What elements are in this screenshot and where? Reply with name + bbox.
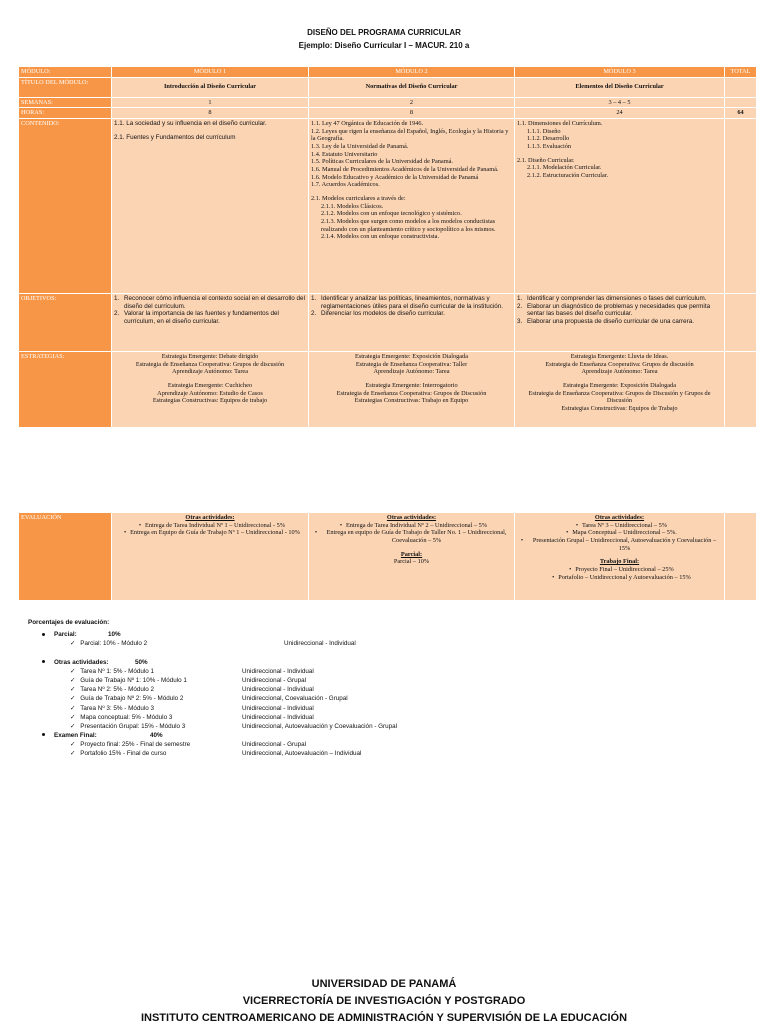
page-subtitle: Ejemplo: Diseño Curricular I – MACUR. 210 a bbox=[298, 41, 470, 50]
trabajo-final-heading: Trabajo Final: bbox=[599, 558, 640, 566]
estrategias-m1 bbox=[112, 352, 309, 428]
horas-m1: 8 bbox=[112, 108, 309, 119]
footer-instituto: INSTITUTO CENTROAMERICANO DE ADMINISTRACIÓN Y SUPERVISIÓN DE LA EDUCACIÓN bbox=[140, 1012, 628, 1024]
list-item: • Entrega de Tarea Individual Nº 1 – Unidireccional - 5% bbox=[138, 521, 286, 529]
list-item: 2.1.2. Estructuración Curricular. bbox=[527, 172, 609, 180]
evaluacion-heading: Otras actividades: bbox=[185, 514, 235, 521]
row-label-horas: HORAS: bbox=[19, 108, 112, 119]
titulo-total bbox=[725, 77, 757, 97]
bullet-icon bbox=[42, 633, 45, 636]
estrategias-m2 bbox=[309, 352, 515, 428]
group-otras-actividades: Otras actividades: 50% bbox=[28, 658, 748, 667]
list-item: 1.5. Políticas Curriculares de la Universidad de Panamá. bbox=[311, 158, 453, 166]
row-label-evaluacion: EVALUACIÓN bbox=[19, 513, 112, 601]
list-item: 1.6. Modelo Educativo y Académico de la Universidad de Panamá bbox=[311, 173, 479, 181]
evaluacion-m1 bbox=[112, 513, 309, 601]
evaluacion-m3 bbox=[515, 513, 725, 601]
bullet-icon bbox=[42, 660, 45, 663]
list-item: • Entrega en equipo de Guía de Trabajo de Taller No. 1 – Unidireccional, Coevaluación – 5% bbox=[314, 529, 507, 545]
list-item: 1.1.1. Diseño bbox=[527, 127, 561, 135]
group-parcial: Parcial: 10% bbox=[28, 630, 748, 639]
check-icon: ✓ bbox=[70, 704, 76, 712]
list-item: Estrategia de Enseñanza Cooperativa: Taller bbox=[355, 360, 468, 368]
list-item: 2.1. Diseño Curricular. bbox=[517, 156, 575, 164]
horas-m3: 24 bbox=[515, 108, 725, 119]
list-item: • Tarea Nº 3 – Unidireccional – 5% bbox=[575, 521, 668, 529]
objetivos-m1 bbox=[112, 294, 309, 352]
list-item: Estrategia de Enseñanza Cooperativa: Grupos de Discusión y Grupos de Discusión bbox=[528, 389, 711, 405]
list-item: 1. Identificar y comprender las dimensiones o fases del currículum. bbox=[517, 295, 707, 303]
list-item: Estrategia Emergente: Exposición Dialogada bbox=[562, 382, 676, 390]
list-item: Aprendizaje Autónomo: Tarea bbox=[171, 368, 249, 376]
contenido-total bbox=[725, 119, 757, 294]
list-item: ✓ Portafolio 15% - Final de curso Unidireccional, Autoevaluación – Individual bbox=[70, 750, 362, 758]
list-item: 2. Diferenciar los modelos de diseño curricular. bbox=[311, 310, 445, 318]
parcial-text: Parcial – 10% bbox=[393, 558, 430, 566]
check-icon: ✓ bbox=[70, 741, 76, 749]
row-label-modulo: MÓDULO: bbox=[19, 67, 112, 78]
check-icon: ✓ bbox=[70, 695, 76, 703]
semanas-m1: 1 bbox=[112, 97, 309, 108]
group-examen-final: Examen Final: 40% bbox=[28, 731, 748, 740]
list-item: ✓ Guía de Trabajo Nº 1: 10% - Módulo 1 Unidireccional - Grupal bbox=[70, 676, 307, 684]
col-header-total: TOTAL bbox=[725, 67, 757, 78]
list-item: 3. Elaborar una propuesta de diseño curricular de una carrera. bbox=[517, 318, 694, 326]
list-item: ✓ Presentación Grupal: 15% - Módulo 3 Unidireccional, Autoevaluación y Coevaluación - Grupal bbox=[70, 722, 398, 730]
list-item: Estrategia de Enseñanza Cooperativa: Grupos de discusión bbox=[545, 360, 694, 368]
estrategias-m3 bbox=[515, 352, 725, 428]
list-item: • Portafolio – Unidireccional y Autoevaluación – 15% bbox=[552, 573, 691, 581]
list-item: Estrategia Emergente: Exposición Dialogada bbox=[354, 353, 468, 361]
list-item: Aprendizaje Autónomo: Tarea bbox=[373, 368, 450, 376]
titulo-m3: Elementos del Diseño Curricular bbox=[515, 77, 725, 97]
parcial-heading: Parcial: bbox=[400, 550, 423, 558]
col-header-m3: MÓDULO 3 bbox=[515, 67, 725, 78]
porcentajes-section bbox=[28, 618, 748, 759]
list-item: 1.6. Manual de Procedimientos Académicos de la Universidad de Panamá. bbox=[311, 166, 499, 174]
list-item: 1.1. La sociedad y su influencia en el diseño curricular. bbox=[114, 120, 267, 128]
list-item: • Proyecto Final – Unidireccional – 25% bbox=[569, 566, 674, 574]
list-item: 2. Valorar la importancia de las fuentes y fundamentos del currículum, en el diseño curricular. bbox=[114, 310, 279, 326]
list-item: 2.1. Modelos curriculares a través de: bbox=[311, 195, 406, 203]
list-item: 1.7. Acuerdos Académicos. bbox=[311, 181, 380, 189]
check-icon: ✓ bbox=[70, 713, 76, 721]
list-item: 1. Reconocer cómo influencia el contexto social en el desarrollo del diseño del currículum. bbox=[114, 295, 305, 310]
porcentajes-title: Porcentajes de evaluación: bbox=[28, 619, 110, 626]
evaluacion-m2 bbox=[309, 513, 515, 601]
semanas-m2: 2 bbox=[309, 97, 515, 108]
list-item: Aprendizaje Autónomo: Tarea bbox=[581, 368, 658, 376]
objetivos-m2 bbox=[309, 294, 515, 352]
list-item: ✓ Mapa conceptual: 5% - Módulo 3 Unidireccional - Individual bbox=[70, 713, 314, 721]
list-item: 1.2. Leyes que rigen la enseñanza del Español, Inglés, Ecología y la Historia y la Geografía. bbox=[311, 127, 509, 143]
check-icon: ✓ bbox=[70, 640, 76, 648]
footer-vicerrectoria: VICERRECTORÍA DE INVESTIGACIÓN Y POSTGRADO bbox=[242, 995, 526, 1007]
semanas-total bbox=[725, 97, 757, 108]
check-icon: ✓ bbox=[70, 750, 76, 758]
list-item: 2.1.2. Modelos con un enfoque tecnológico y sistémico. bbox=[321, 210, 462, 218]
check-icon: ✓ bbox=[70, 722, 76, 730]
horas-m2: 8 bbox=[309, 108, 515, 119]
evaluation-table bbox=[18, 512, 757, 601]
objetivos-total bbox=[725, 294, 757, 352]
curriculum-table bbox=[18, 66, 757, 428]
estrategias-total bbox=[725, 352, 757, 428]
col-header-m1: MÓDULO 1 bbox=[112, 67, 309, 78]
list-item: Estrategias Constructivas: Equipos de Trabajo bbox=[561, 405, 678, 413]
evaluacion-heading: Otras actividades: bbox=[594, 514, 645, 521]
list-item: Aprendizaje Autónomo: Estudio de Casos bbox=[157, 389, 263, 397]
evaluacion-total bbox=[725, 513, 757, 601]
list-item: 1.1. Dimensiones del Currículum. bbox=[517, 120, 603, 128]
list-item: ✓ Proyecto final: 25% - Final de semestre Unidireccional - Grupal bbox=[70, 741, 307, 749]
list-item: ✓ Tarea Nº 3: 5% - Módulo 3 Unidireccional - Individual bbox=[70, 704, 314, 712]
list-item: • Entrega de Tarea Individual Nº 2 – Unidireccional – 5% bbox=[339, 521, 488, 529]
list-item: 1.1.2. Desarrollo bbox=[527, 135, 570, 143]
list-item: 2.1.4. Modelos con un enfoque constructivista. bbox=[321, 233, 440, 241]
list-item: ✓ Tarea Nº 2: 5% - Módulo 2 Unidireccional - Individual bbox=[70, 686, 314, 694]
contenido-m3 bbox=[515, 119, 725, 294]
list-item: 1.4. Estatuto Universitario bbox=[311, 150, 378, 158]
semanas-m3: 3 – 4 – 5 bbox=[515, 97, 725, 108]
row-label-semanas: SEMANAS: bbox=[19, 97, 112, 108]
list-item: Estrategia Emergente: Interrogatorio bbox=[365, 382, 458, 390]
list-item: 1.1.3. Evaluación bbox=[527, 143, 572, 151]
list-item: Estrategia de Enseñanza Cooperativa: Grupos de Discusión bbox=[336, 389, 487, 397]
list-item: 2.1. Fuentes y Fundamentos del currículum bbox=[114, 133, 236, 141]
list-item: Estrategias Constructivas: Equipos de trabajo bbox=[152, 397, 268, 405]
list-item: ✓ Tarea Nº 1: 5% - Módulo 1 Unidireccional - Individual bbox=[70, 667, 314, 675]
list-item: Estrategia Emergente: Lluvia de Ideas. bbox=[570, 353, 669, 361]
bullet-icon bbox=[42, 733, 45, 736]
row-label-contenido: CONTENIDO: bbox=[19, 119, 112, 294]
list-item: ✓ Guía de Trabajo Nº 2: 5% - Módulo 2 Unidireccional, Coevaluación - Grupal bbox=[70, 695, 348, 703]
list-item: 2.1.1. Modelación Curricular. bbox=[527, 164, 602, 172]
evaluacion-heading: Otras actividades: bbox=[386, 514, 437, 521]
list-item: ✓ Parcial: 10% - Módulo 2 Unidireccional - Individual bbox=[70, 640, 356, 648]
check-icon: ✓ bbox=[70, 686, 76, 694]
list-item: 2.1.3. Modelos que surgen como modelos a los modelos conductistas realizando con un planteamiento crítico y sociopolítico a los mismos. bbox=[321, 218, 496, 233]
check-icon: ✓ bbox=[70, 676, 76, 684]
list-item: 2. Elaborar un diagnóstico de problemas y necesidades que permita sentar las bases del diseño curricular. bbox=[517, 302, 711, 318]
row-label-estrategias: ESTRATEGIAS: bbox=[19, 352, 112, 428]
list-item: Estrategia de Enseñanza Cooperativa: Grupos de discusión bbox=[135, 360, 285, 368]
list-item: 2.1.1. Modelos Clásicos. bbox=[321, 202, 384, 210]
contenido-m2 bbox=[309, 119, 515, 294]
horas-total: 64 bbox=[725, 108, 757, 119]
titulo-m2: Normativas del Diseño Curricular bbox=[309, 77, 515, 97]
list-item: 1.3. Ley de la Universidad de Panamá. bbox=[311, 143, 409, 151]
row-label-objetivos: OBJETIVOS: bbox=[19, 294, 112, 352]
page-title: DISEÑO DEL PROGRAMA CURRICULAR bbox=[307, 28, 461, 37]
contenido-m1 bbox=[112, 119, 309, 294]
titulo-m1: Introducción al Diseño Curricular bbox=[112, 77, 309, 97]
list-item: • Entrega en Equipo de Guía de Trabajo Nº 1 – Unidireccional - 10% bbox=[123, 529, 300, 537]
objetivos-m3 bbox=[515, 294, 725, 352]
footer-university: UNIVERSIDAD DE PANAMÁ bbox=[311, 978, 457, 990]
list-item: • Presentación Grupal – Unidireccional, Autoevaluación y Coevaluación – 15% bbox=[520, 537, 717, 552]
list-item: Estrategia Emergente: Cuchicheo bbox=[167, 382, 253, 390]
check-icon: ✓ bbox=[70, 667, 76, 675]
list-item: Estrategias Constructivas: Trabajo en Equipo bbox=[354, 397, 469, 405]
col-header-m2: MÓDULO 2 bbox=[309, 67, 515, 78]
list-item: Estrategia Emergente: Debate dirigido bbox=[161, 353, 259, 361]
list-item: 1.1. Ley 47 Orgánica de Educación de 1946. bbox=[311, 120, 424, 128]
row-label-titulo: TÍTULO DEL MÓDULO: bbox=[19, 77, 112, 97]
list-item: 1. Identificar y analizar las políticas, lineamientos, normativas y reglamentaciones útiles para el diseño curricular de la institución. bbox=[311, 295, 504, 310]
list-item: • Mapa Conceptual – Unidireccional – 5%. bbox=[566, 529, 677, 537]
